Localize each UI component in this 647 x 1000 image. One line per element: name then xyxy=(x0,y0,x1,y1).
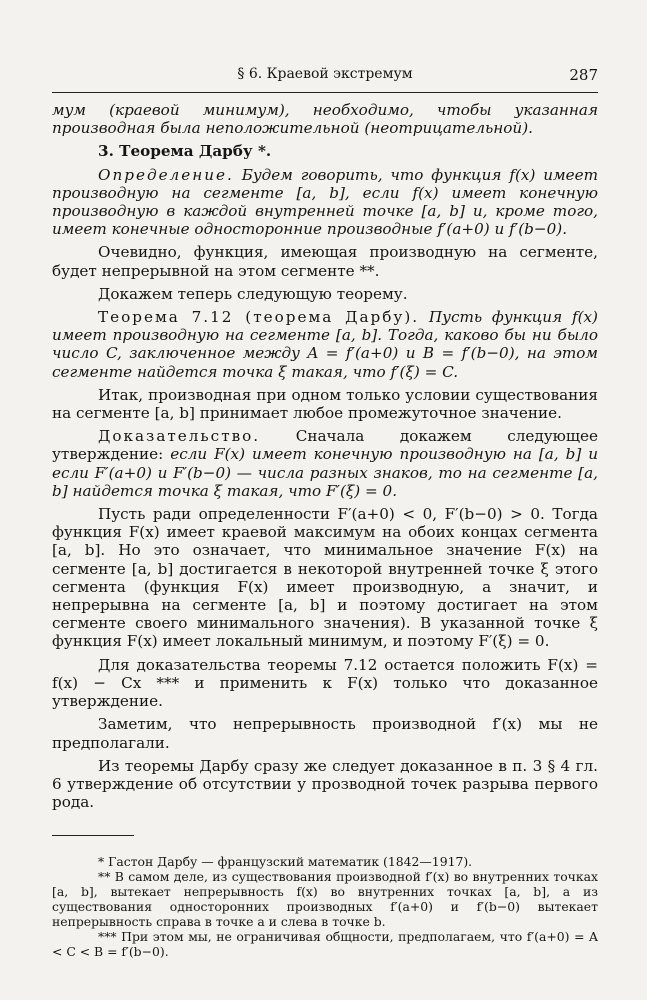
text-run: Из теоремы Дарбу сразу же следует доказанное в п. 3 § 4 гл. 6 утверждение об отсутствии у прозводной точек разрыва первого рода. xyxy=(52,756,598,812)
text-run: мум (краевой минимум), необходимо, чтобы указанная производная была неположительной (неотрицательной). xyxy=(52,101,598,138)
paragraph xyxy=(52,505,598,651)
footnote: *** При этом мы, не ограничивая общности, предполагаем, что f′(a+0) = A < C < B = f′(b−0). xyxy=(52,929,598,960)
text-run: Сначала докажем следующее утверждение: xyxy=(52,427,598,464)
paragraph-theorem xyxy=(52,308,598,381)
book-page xyxy=(52,66,598,959)
paragraph xyxy=(52,285,598,303)
text-run: Заметим, что непрерывность производной f′(x) мы не предполагали. xyxy=(52,715,598,752)
footnote: * Гастон Дарбу — французский математик (1842—1917). xyxy=(98,854,473,870)
theorem-label: Теорема 7.12 (теорема Дарбу). xyxy=(98,308,420,327)
definition-label: Определение. xyxy=(98,165,234,184)
text-run: Пусть ради определенности F′(a+0) < 0, F′(b−0) > 0. Тогда функция F(x) имеет краевой максимум на обоих концах сегмента [a, b]. Но это означает, что минимальное значение F(x) на сегменте [a, b] достигается в некоторой внутренней точке ξ этого сегмента (функция F(x) имеет производную, а значит, и непрерывна на сегменте [a, b] и поэтому достигает на этом сегменте своего минимального значения). В указанной точке ξ функция F(x) имеет локальный минимум, и поэтому F′(ξ) = 0. xyxy=(52,505,598,651)
paragraph-proof xyxy=(52,427,598,500)
text-run: Пусть функция f(x) имеет производную на сегменте [a, b]. Тогда, каково бы ни было число C, заключенное между A = f′(a+0) и B = f′(b−0), на этом сегменте найдется точка ξ такая, что f′(ξ) = C. xyxy=(52,308,598,381)
running-header xyxy=(52,66,598,90)
paragraph xyxy=(52,243,598,279)
main-text xyxy=(52,101,598,811)
paragraph-definition xyxy=(52,166,598,239)
proof-label: Доказательство. xyxy=(98,427,261,446)
page-number: 287 xyxy=(569,66,598,84)
header-rule xyxy=(52,92,598,93)
footnote: ** В самом деле, из существования производной f′(x) во внутренних точках [a, b], вытекает непрерывность f(x) во внутренних точках [a, b], а из существования односторонних производных f′(a+0) и f′(b−0) вытекает непрерывность справа в точке a и слева в точке b. xyxy=(52,869,598,930)
text-run: Будем говорить, что функция f(x) имеет производную на сегменте [a, b], если f(x) имеет конечную производную в каждой внутренней точке [a, b] и, кроме того, имеет конечные односторонние производные f′(a+0) и f′(b−0). xyxy=(52,165,598,239)
footnotes xyxy=(52,854,598,959)
text-run: Докажем теперь следующую теорему. xyxy=(98,284,408,303)
section-title: § 6. Краевой экстремум xyxy=(237,66,413,82)
footnote-rule xyxy=(52,835,134,836)
paragraph xyxy=(52,386,598,422)
paragraph-continuation xyxy=(52,101,598,137)
paragraph xyxy=(52,757,598,812)
text-run: если F(x) имеет конечную производную на [a, b] и если F′(a+0) и F′(b−0) — числа разных знаков, то на сегменте [a, b] найдется точка ξ такая, что F′(ξ) = 0. xyxy=(52,445,598,500)
text-run: Итак, производная при одном только условии существования на сегменте [a, b] принимает любое промежуточное значение. xyxy=(52,385,598,423)
paragraph xyxy=(52,656,598,711)
subsection-heading xyxy=(52,142,598,160)
text-run: Очевидно, функция, имеющая производную на сегменте, будет непрерывной на этом сегменте **. xyxy=(52,243,598,280)
heading-text: 3. Теорема Дарбу *. xyxy=(98,142,272,161)
paragraph xyxy=(52,715,598,751)
text-run: Для доказательства теоремы 7.12 остается положить F(x) = f(x) − Cx *** и применить к F(x) только что доказанное утверждение. xyxy=(52,655,598,711)
